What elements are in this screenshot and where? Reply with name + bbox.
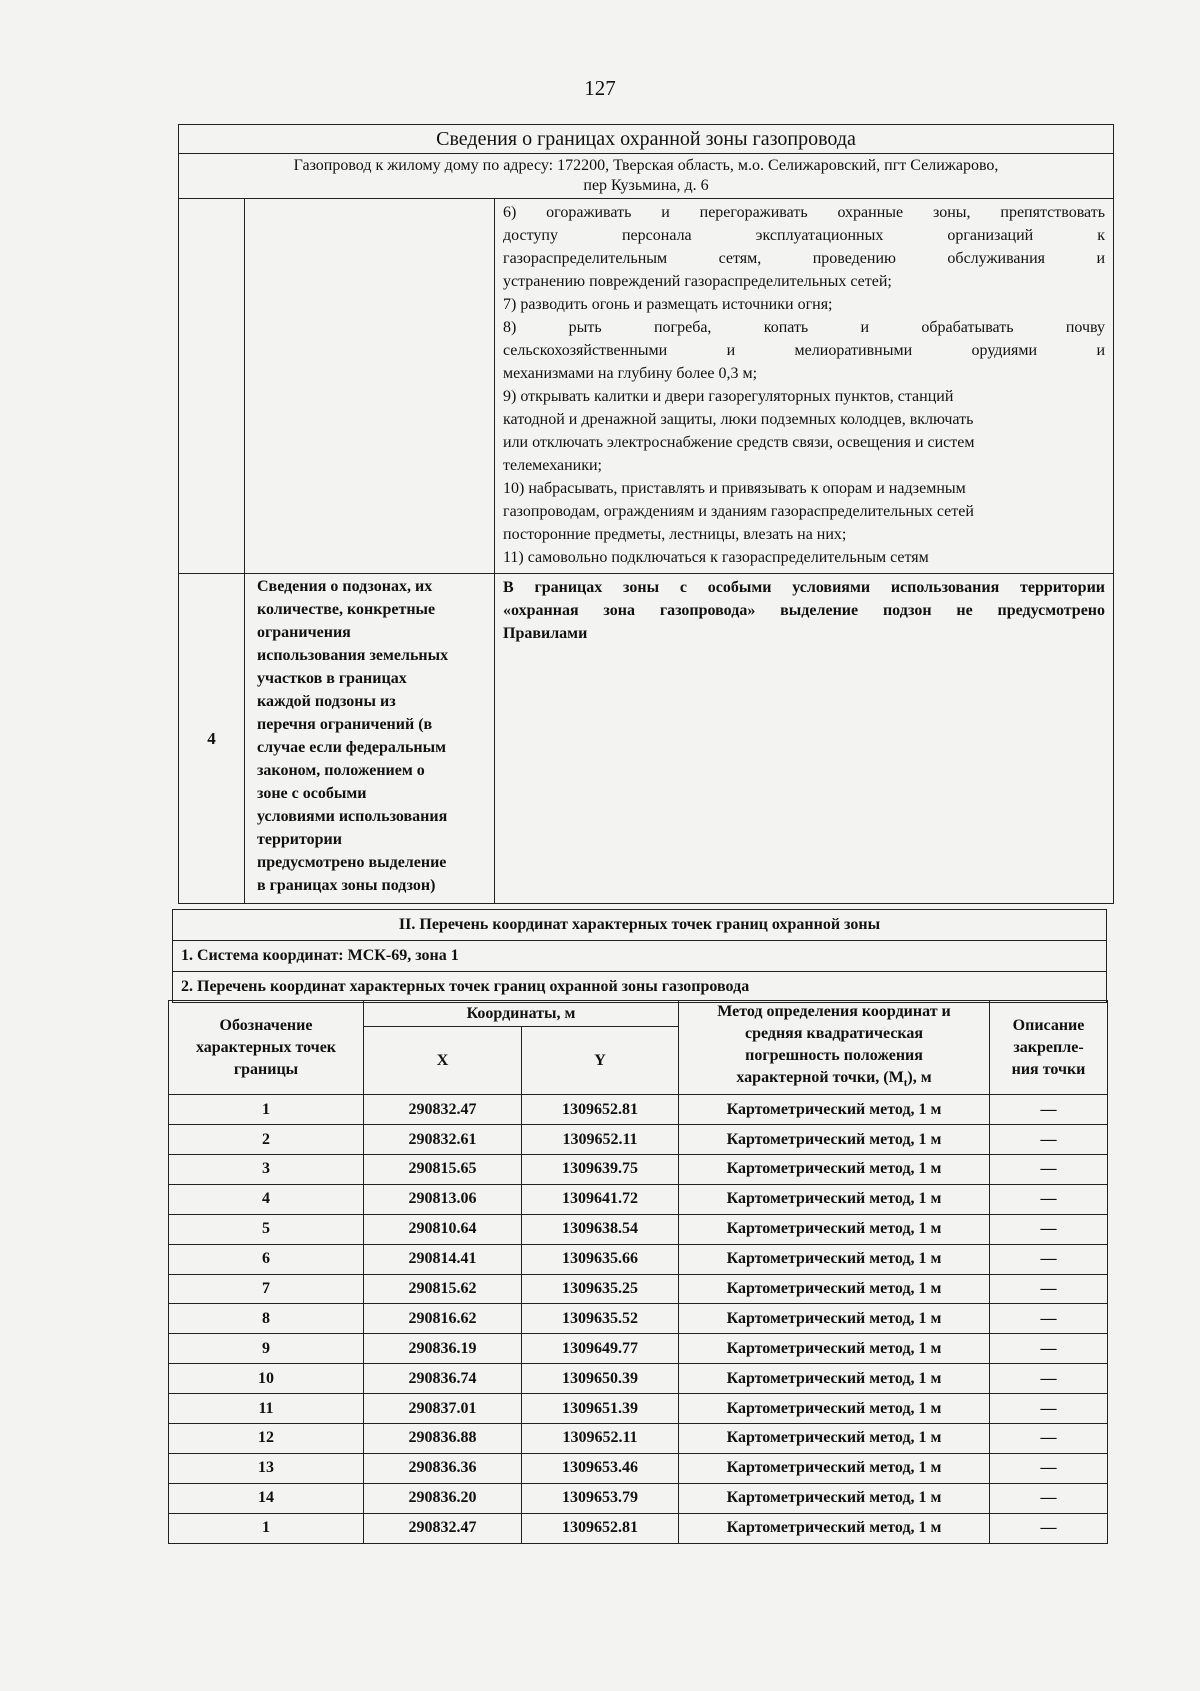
coord-y: 1309651.39 — [522, 1394, 679, 1424]
point-number: 13 — [169, 1453, 364, 1483]
table-row — [169, 1483, 1108, 1513]
coord-x: 290836.19 — [364, 1334, 522, 1364]
point-description: — — [990, 1513, 1108, 1543]
method: Картометрический метод, 1 м — [679, 1214, 990, 1244]
header-line: Описание — [1012, 1016, 1085, 1034]
table-row — [169, 1513, 1108, 1543]
restriction-line: посторонние предметы, лестницы, влезать на них; — [503, 526, 847, 543]
label-line: условиями использования — [257, 808, 448, 825]
coord-y: 1309641.72 — [522, 1184, 679, 1214]
coord-y: 1309635.66 — [522, 1244, 679, 1274]
point-description: — — [990, 1184, 1108, 1214]
coord-y: 1309635.25 — [522, 1274, 679, 1304]
subzones-label — [245, 574, 495, 904]
point-description: — — [990, 1154, 1108, 1184]
coord-y: 1309649.77 — [522, 1334, 679, 1364]
table-row — [169, 1394, 1108, 1424]
restriction-line: газопроводам, ограждениям и зданиям газораспределительных сетей — [503, 503, 974, 520]
method: Картометрический метод, 1 м — [679, 1125, 990, 1155]
label-line: каждой подзоны из — [257, 693, 396, 710]
text-line: «охранная зона газопровода» выделение подзон не предусмотрено — [503, 602, 1106, 619]
point-description: — — [990, 1244, 1108, 1274]
point-number: 1 — [169, 1513, 364, 1543]
restriction-line: телемеханики; — [503, 457, 602, 474]
point-description: — — [990, 1423, 1108, 1453]
address-line: пер Кузьмина, д. 6 — [583, 177, 709, 194]
point-description: — — [990, 1304, 1108, 1334]
header-line: характерной точки, $(M_t)$, м — [736, 1069, 932, 1090]
point-description: — — [990, 1334, 1108, 1364]
point-number: 11 — [169, 1394, 364, 1424]
label-line: использования земельных — [257, 647, 449, 664]
restriction-line: 7) разводить огонь и размещать источники огня; — [503, 296, 833, 313]
header-line: погрешность положения — [745, 1047, 923, 1064]
coord-y: 1309635.52 — [522, 1304, 679, 1334]
header-point — [169, 1001, 364, 1095]
header-method — [679, 1001, 990, 1095]
address-line: Газопровод к жилому дому по адресу: 172200, Тверская область, м.о. Селижаровский, пгт Селижарово, — [293, 157, 999, 174]
table-row — [169, 1214, 1108, 1244]
method: Картометрический метод, 1 м — [679, 1483, 990, 1513]
method: Картометрический метод, 1 м — [679, 1334, 990, 1364]
restriction-line: 10) набрасывать, приставлять и привязывать к опорам и надземным — [503, 480, 966, 497]
table-row — [169, 1125, 1108, 1155]
section2-header-table — [172, 909, 1107, 1003]
point-description: — — [990, 1453, 1108, 1483]
point-description: — — [990, 1394, 1108, 1424]
header-line: средняя квадратическая — [744, 1025, 924, 1042]
page-number: 127 — [584, 76, 616, 100]
table-row — [169, 1453, 1108, 1483]
label-line: ограничения — [257, 624, 351, 641]
point-description: — — [990, 1364, 1108, 1394]
restriction-line: доступу персонала эксплуатационных организаций к — [503, 227, 1106, 244]
document-title: Сведения о границах охранной зоны газопровода — [179, 125, 1114, 154]
coord-x: 290832.47 — [364, 1513, 522, 1543]
coord-system: 1. Система координат: МСК-69, зона 1 — [173, 941, 1107, 972]
label-line: участков в границах — [257, 670, 407, 687]
coord-x: 290816.62 — [364, 1304, 522, 1334]
coord-x: 290836.74 — [364, 1364, 522, 1394]
label-line: перечня ограничений (в — [257, 716, 433, 733]
restriction-line: 11) самовольно подключаться к газораспределительным сетям — [503, 549, 929, 566]
header-line: границы — [233, 1060, 299, 1078]
method: Картометрический метод, 1 м — [679, 1184, 990, 1214]
coord-x: 290814.41 — [364, 1244, 522, 1274]
method: Картометрический метод, 1 м — [679, 1154, 990, 1184]
coord-y: 1309639.75 — [522, 1154, 679, 1184]
restriction-line: катодной и дренажной защиты, люки подземных колодцев, включать — [503, 411, 974, 428]
row-number-cell: 4 — [179, 574, 245, 904]
coord-y: 1309652.81 — [522, 1095, 679, 1125]
table-row — [169, 1334, 1108, 1364]
coord-x: 290836.20 — [364, 1483, 522, 1513]
coord-x: 290815.62 — [364, 1274, 522, 1304]
restriction-line: устранению повреждений газораспределительных сетей; — [503, 273, 892, 290]
table-row — [169, 1184, 1108, 1214]
coordinates-table — [168, 1000, 1108, 1544]
point-number: 1 — [169, 1095, 364, 1125]
point-number: 4 — [169, 1184, 364, 1214]
header-coords: Координаты, м — [364, 1001, 679, 1027]
coord-x: 290810.64 — [364, 1214, 522, 1244]
method: Картометрический метод, 1 м — [679, 1423, 990, 1453]
table-row — [169, 1274, 1108, 1304]
point-description: — — [990, 1125, 1108, 1155]
point-number: 2 — [169, 1125, 364, 1155]
table-row — [169, 1423, 1108, 1453]
table-row — [169, 1364, 1108, 1394]
point-number: 14 — [169, 1483, 364, 1513]
zone-info-table — [178, 124, 1114, 904]
header-line: характерных точек — [195, 1038, 337, 1056]
label-line: в границах зоны подзон) — [257, 877, 436, 894]
point-description: — — [990, 1274, 1108, 1304]
row-label-cell — [245, 199, 495, 574]
coord-x: 290832.61 — [364, 1125, 522, 1155]
label-line: законом, положением о — [257, 762, 425, 779]
method: Картометрический метод, 1 м — [679, 1364, 990, 1394]
coord-x: 290813.06 — [364, 1184, 522, 1214]
text-line: Правилами — [503, 625, 588, 642]
method: Картометрический метод, 1 м — [679, 1394, 990, 1424]
header-line: Метод определения координат и — [717, 1003, 951, 1020]
point-description: — — [990, 1095, 1108, 1125]
point-number: 12 — [169, 1423, 364, 1453]
restriction-line: механизмами на глубину более 0,3 м; — [503, 365, 758, 382]
restriction-line: газораспределительным сетям, проведению обслуживания и — [503, 250, 1106, 267]
point-number: 3 — [169, 1154, 364, 1184]
restriction-line: или отключать электроснабжение средств связи, освещения и систем — [503, 434, 975, 451]
point-description: — — [990, 1214, 1108, 1244]
coord-y: 1309638.54 — [522, 1214, 679, 1244]
coord-y: 1309652.11 — [522, 1423, 679, 1453]
point-number: 10 — [169, 1364, 364, 1394]
object-address — [179, 154, 1114, 199]
label-line: территории — [257, 831, 342, 848]
point-number: 8 — [169, 1304, 364, 1334]
restriction-line: сельскохозяйственными и мелиоративными орудиями и — [503, 342, 1106, 359]
coords-list-title: 2. Перечень координат характерных точек границ охранной зоны газопровода — [173, 972, 1107, 1003]
header-x: X — [364, 1027, 522, 1095]
point-number: 5 — [169, 1214, 364, 1244]
coord-x: 290836.36 — [364, 1453, 522, 1483]
point-number: 6 — [169, 1244, 364, 1274]
restrictions-list — [495, 199, 1114, 574]
header-y: Y — [522, 1027, 679, 1095]
table-row — [169, 1095, 1108, 1125]
coord-y: 1309653.46 — [522, 1453, 679, 1483]
label-line: количестве, конкретные — [257, 601, 436, 618]
method: Картометрический метод, 1 м — [679, 1513, 990, 1543]
coord-x: 290837.01 — [364, 1394, 522, 1424]
point-number: 9 — [169, 1334, 364, 1364]
section2-title: II. Перечень координат характерных точек границ охранной зоны — [173, 910, 1107, 941]
header-line: закрепле- — [1013, 1038, 1084, 1056]
method: Картометрический метод, 1 м — [679, 1095, 990, 1125]
label-line: случае если федеральным — [257, 739, 447, 756]
header-description — [990, 1001, 1108, 1095]
coord-y: 1309652.11 — [522, 1125, 679, 1155]
coord-y: 1309650.39 — [522, 1364, 679, 1394]
table-row — [169, 1154, 1108, 1184]
coord-y: 1309652.81 — [522, 1513, 679, 1543]
method: Картометрический метод, 1 м — [679, 1244, 990, 1274]
point-number: 7 — [169, 1274, 364, 1304]
method: Картометрический метод, 1 м — [679, 1453, 990, 1483]
coord-y: 1309653.79 — [522, 1483, 679, 1513]
label-line: предусмотрено выделение — [257, 854, 447, 871]
point-description: — — [990, 1483, 1108, 1513]
table-row — [169, 1244, 1108, 1274]
text-line: В границах зоны с особыми условиями использования территории — [503, 579, 1106, 596]
subzones-text — [495, 574, 1114, 904]
method: Картометрический метод, 1 м — [679, 1274, 990, 1304]
header-line: ния точки — [1011, 1060, 1086, 1078]
restriction-line: 6) огораживать и перегораживать охранные зоны, препятствовать — [503, 204, 1106, 221]
restriction-line: 9) открывать калитки и двери газорегуляторных пунктов, станций — [503, 388, 954, 405]
row-number-cell — [179, 199, 245, 574]
header-line: Обозначение — [219, 1016, 313, 1034]
coord-x: 290832.47 — [364, 1095, 522, 1125]
restriction-line: 8) рыть погреба, копать и обрабатывать почву — [503, 319, 1106, 336]
table-row — [169, 1304, 1108, 1334]
coord-x: 290815.65 — [364, 1154, 522, 1184]
label-line: зоне с особыми — [257, 785, 367, 802]
coord-x: 290836.88 — [364, 1423, 522, 1453]
label-line: Сведения о подзонах, их — [257, 578, 433, 595]
method: Картометрический метод, 1 м — [679, 1304, 990, 1334]
